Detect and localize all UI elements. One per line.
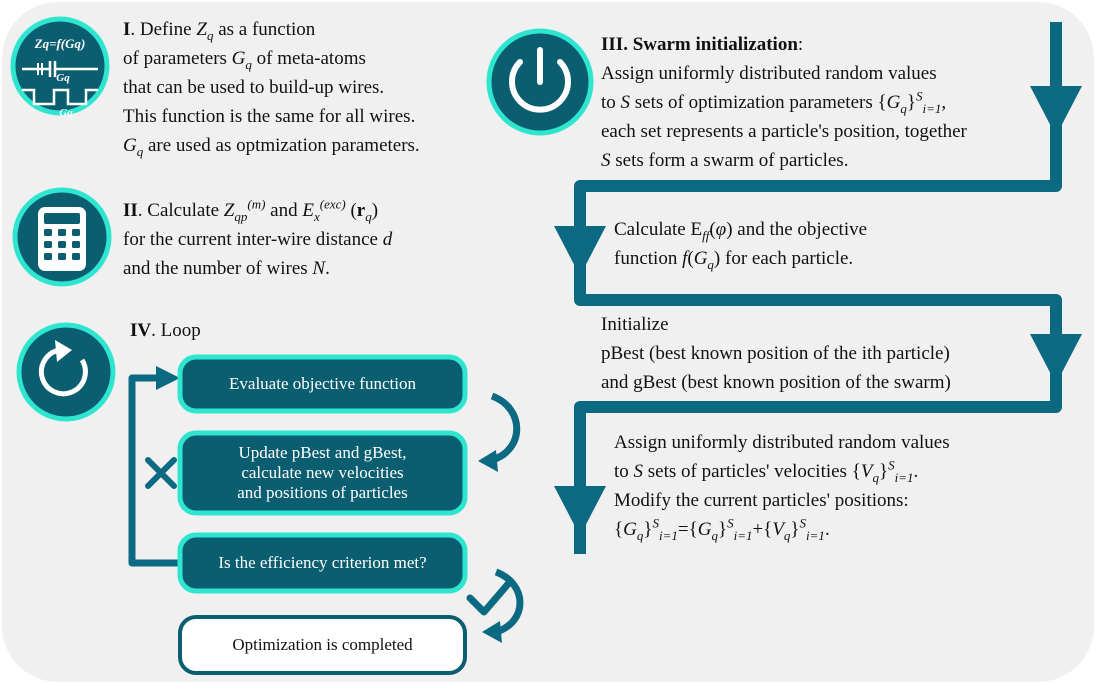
icon-formula-text: Zq=f(Gq) xyxy=(34,36,86,51)
calc-g-sub: q xyxy=(707,256,714,272)
velocity-line2-post: . xyxy=(913,461,919,482)
step2-z-sup: (m) xyxy=(247,196,266,212)
step3-set-sub: i=1 xyxy=(922,100,942,116)
eq-sub3: i=1 xyxy=(806,527,825,543)
step1-line1-post: as a function xyxy=(213,19,316,40)
step2-z-var: Z xyxy=(223,200,235,221)
velocity-v-sub: q xyxy=(872,469,879,485)
step3-line3: each set represents a particle's position, together xyxy=(601,121,967,142)
step3-colon: : xyxy=(797,34,804,55)
step4-title-text: . Loop xyxy=(151,320,201,341)
eq-close2: } xyxy=(717,519,728,540)
update-box-line1: Update pBest and gBest, xyxy=(238,443,407,462)
step3-text xyxy=(601,30,967,175)
step3-line2-post: , xyxy=(941,92,947,113)
eq-end: . xyxy=(824,519,830,540)
eq-sup3: S xyxy=(799,515,807,531)
step2-r-sub: q xyxy=(365,208,372,224)
init-line3: and gBest (best known position of the swarm) xyxy=(601,372,951,393)
step3-s2-var: S xyxy=(601,150,611,171)
step2-r-var: r xyxy=(356,200,366,221)
step3-numeral: III xyxy=(601,34,624,55)
eq-g1-sub: q xyxy=(636,527,644,543)
step2-z-sub: qp xyxy=(234,208,248,224)
step1-numeral: I xyxy=(123,19,131,40)
step3-line2-pre: to xyxy=(601,92,621,113)
step4-title xyxy=(130,316,201,345)
step1-line3: that can be used to build-up wires. xyxy=(123,77,385,98)
step1-line1-pre: . Define xyxy=(130,19,197,40)
eq-sub1: i=1 xyxy=(658,527,678,543)
step1-g-sub: q xyxy=(245,56,252,72)
init-line2: pBest (best known position of the ith particle) xyxy=(601,343,950,364)
step1-g2-var: G xyxy=(123,135,137,156)
step2-line3-pre: and the number of wires xyxy=(123,258,313,279)
velocity-text xyxy=(614,428,950,544)
velocity-line2-pre: to xyxy=(614,461,634,482)
velocity-line1: Assign uniformly distributed random values xyxy=(614,432,950,453)
calc-phi-var: φ xyxy=(715,219,727,240)
eq-sup1: S xyxy=(652,515,659,531)
step3-line2-close: } xyxy=(906,92,916,113)
icon-g1-text: Gq xyxy=(56,72,70,84)
step2-and: and xyxy=(265,200,303,221)
step2-line2-pre: for the current inter-wire distance xyxy=(123,229,383,250)
step3-line4-post: sets form a swarm of particles. xyxy=(610,150,849,171)
velocity-v-var: V xyxy=(860,461,873,482)
velocity-set-sup: S xyxy=(888,457,895,473)
velocity-line3: Modify the current particles' positions: xyxy=(614,490,909,511)
criterion-box-label: Is the efficiency criterion met? xyxy=(218,553,427,572)
step2-e-sup: (exc) xyxy=(319,196,346,212)
calc-text xyxy=(614,215,867,273)
step2-r-close: ) xyxy=(371,200,379,221)
calculator-icon xyxy=(15,190,109,284)
step1-z-sub: q xyxy=(206,27,214,43)
calc-line1-open: ( xyxy=(709,219,716,240)
update-box-line2: calculate new velocities xyxy=(241,463,404,482)
calc-eff-sub: ff xyxy=(702,227,710,243)
eq-g2-sub: q xyxy=(711,527,718,543)
calc-line2-post: ) for each particle. xyxy=(713,248,854,269)
step1-z-var: Z xyxy=(196,19,207,40)
step2-line3-post: . xyxy=(325,258,330,279)
icon-g2-text: Gq xyxy=(59,107,73,119)
step3-set-sup: S xyxy=(915,88,923,104)
step3-g-sub: q xyxy=(900,100,907,116)
calc-line2-pre: function xyxy=(614,248,683,269)
evaluate-box-label: Evaluate objective function xyxy=(229,374,416,393)
calc-f-var: f xyxy=(682,248,688,269)
step3-line2-mid: sets of optimization parameters { xyxy=(630,92,887,113)
step1-g-var: G xyxy=(231,48,246,69)
calc-line1-pre: Calculate E xyxy=(614,219,703,240)
step2-d-var: d xyxy=(382,229,393,250)
loop-icon xyxy=(19,325,113,419)
eq-sup2: S xyxy=(727,515,734,531)
step2-e-var: E xyxy=(302,200,314,221)
step3-title: . Swarm initialization xyxy=(623,34,798,55)
step1-text xyxy=(123,15,420,160)
eq-plus: +{ xyxy=(752,519,773,540)
power-icon xyxy=(489,31,591,133)
step1-line2-pre: of parameters xyxy=(123,48,232,69)
eq-close3: } xyxy=(790,519,800,540)
step3-g-var: G xyxy=(886,92,901,113)
calc-line2-open: ( xyxy=(687,248,694,269)
step2-n-var: N xyxy=(312,258,326,279)
step3-line1: Assign uniformly distributed random values xyxy=(601,63,937,84)
velocity-s-var: S xyxy=(633,461,644,482)
eq-open1: { xyxy=(614,519,624,540)
eq-v-var: V xyxy=(772,519,784,540)
eq-sub2: i=1 xyxy=(733,527,753,543)
init-line1: Initialize xyxy=(601,314,669,335)
step2-e-sub: x xyxy=(313,208,320,224)
step1-line2-post: of meta-atoms xyxy=(251,48,366,69)
step1-line4: This function is the same for all wires. xyxy=(123,106,416,127)
step1-g2-sub: q xyxy=(136,143,144,159)
eq-equals: ={ xyxy=(677,519,698,540)
calc-g-var: G xyxy=(693,248,708,269)
step1-line5-post: are used as optmization parameters. xyxy=(143,135,420,156)
step4-numeral: IV xyxy=(130,320,152,341)
velocity-set-sub: i=1 xyxy=(894,469,914,485)
velocity-line2-mid: sets of particles' velocities { xyxy=(643,461,861,482)
completed-box-label: Optimization is completed xyxy=(232,635,413,654)
step2-r-open: ( xyxy=(345,200,357,221)
calc-line1-post: ) and the objective xyxy=(726,219,868,240)
step3-s-var: S xyxy=(620,92,631,113)
eq-g1-var: G xyxy=(623,519,637,540)
eq-v-sub: q xyxy=(783,527,791,543)
update-box-line3: and positions of particles xyxy=(237,483,408,502)
init-text xyxy=(601,310,951,397)
step2-numeral: II xyxy=(123,200,138,221)
eq-close1: } xyxy=(643,519,653,540)
update-box-label xyxy=(180,443,465,503)
eq-g2-var: G xyxy=(697,519,712,540)
velocity-line2-close: } xyxy=(878,461,889,482)
step2-text xyxy=(123,196,392,283)
step2-line1-pre: . Calculate xyxy=(137,200,224,221)
